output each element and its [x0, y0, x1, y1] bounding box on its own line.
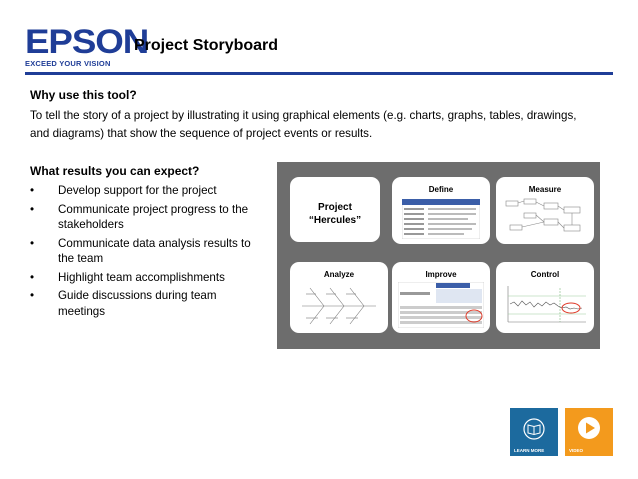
analyze-card [290, 262, 388, 333]
project-name: “Hercules” [308, 215, 362, 226]
epson-logo [25, 23, 149, 68]
list-item: • Communicate project progress to the stakeholders [30, 202, 260, 233]
measure-thumbnail [504, 197, 586, 239]
improve-card [392, 262, 490, 333]
measure-label: Measure [528, 185, 562, 194]
intro-text: To tell the story of a project by illustrating it using graphical elements (e.g. charts, graphs, tables, drawings, and diagrams) that show the sequence of project events or results. [30, 109, 577, 140]
results-list [30, 183, 260, 322]
video-button[interactable] [565, 408, 613, 456]
book-icon [523, 418, 545, 440]
define-thumbnail [402, 199, 480, 239]
logo-tagline: EXCEED YOUR VISION [25, 59, 111, 68]
list-item: • Highlight team accomplishments [30, 270, 260, 286]
control-thumbnail [502, 282, 588, 328]
improve-label: Improve [425, 270, 457, 279]
list-item: • Guide discussions during team meetings [30, 288, 260, 319]
page-title: Project Storyboard [134, 37, 279, 54]
improve-thumbnail [398, 282, 484, 328]
project-card [290, 177, 380, 242]
learn-more-label: LEARN MORE [514, 448, 545, 453]
list-item: • Develop support for the project [30, 183, 260, 199]
define-label: Define [428, 185, 454, 194]
control-card [496, 262, 594, 333]
results-heading: What results you can expect? [30, 164, 200, 178]
define-card [392, 177, 490, 244]
storyboard-panel [277, 162, 600, 349]
play-icon [577, 416, 601, 440]
measure-card [496, 177, 594, 244]
header-divider [25, 72, 613, 75]
analyze-label: Analyze [323, 270, 355, 279]
intro-heading: Why use this tool? [30, 88, 137, 102]
logo-wordmark: EPSON [25, 23, 149, 61]
analyze-thumbnail [300, 282, 380, 328]
control-label: Control [530, 270, 560, 279]
video-label: VIDEO [569, 448, 584, 453]
learn-more-button[interactable] [510, 408, 558, 456]
list-item: • Communicate data analysis results to the team [30, 236, 260, 267]
project-label: Project [318, 202, 352, 213]
